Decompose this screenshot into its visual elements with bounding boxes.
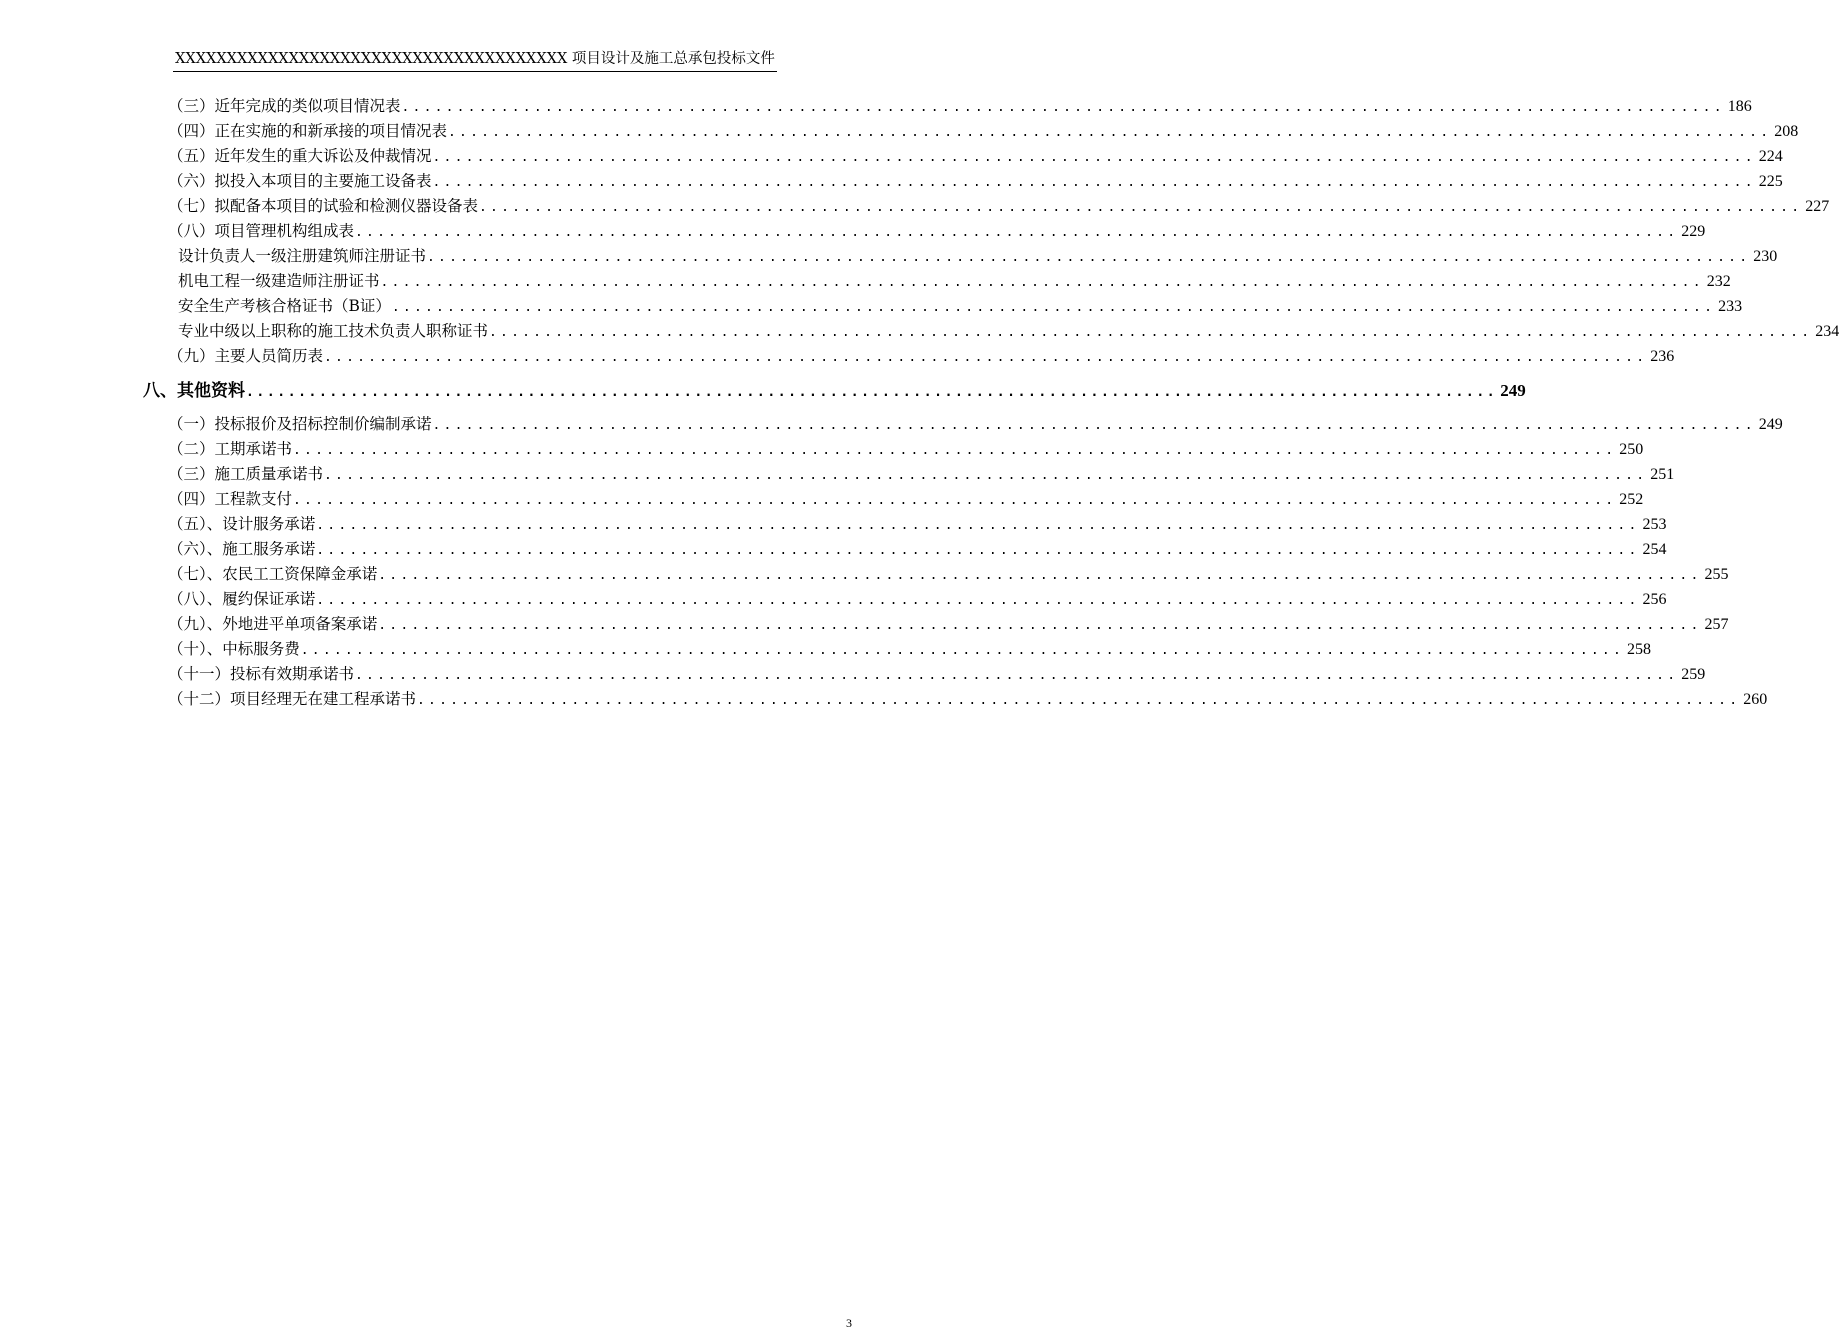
header-title: XXXXXXXXXXXXXXXXXXXXXXXXXXXXXXXXXXXXXX 项目设计及施工总承包投标文件	[173, 48, 777, 72]
toc-entry-page: 229	[1681, 223, 1706, 240]
toc-entry-label: 安全生产考核合格证书（B证）	[178, 297, 391, 315]
toc-leader-dots: ........................................................................................................................	[293, 493, 1617, 508]
toc-entry[interactable]	[168, 462, 1675, 487]
toc-entry-label: （三）施工质量承诺书	[168, 465, 324, 483]
toc-entry[interactable]	[168, 169, 1783, 194]
toc-leader-dots: ........................................................................................................................	[300, 643, 1624, 658]
toc-leader-dots: ........................................................................................................................	[391, 300, 1716, 315]
toc-entry[interactable]	[168, 94, 1752, 119]
toc-entry[interactable]	[168, 144, 1783, 169]
toc-leader-dots: ........................................................................................................................	[378, 618, 1702, 633]
toc-entry-label: （四）工程款支付	[168, 490, 293, 508]
toc-entry[interactable]	[178, 294, 1743, 319]
toc-leader-dots: ........................................................................................................................	[432, 175, 1756, 190]
toc-entry-label: （八）项目管理机构组成表	[168, 222, 355, 240]
toc-leader-dots: ........................................................................................................................	[246, 385, 1498, 400]
toc-entry-page: 224	[1758, 148, 1783, 165]
toc-leader-dots: ........................................................................................................................	[432, 150, 1756, 165]
toc-entry-label: （二）工期承诺书	[168, 440, 293, 458]
toc-entry[interactable]	[168, 487, 1644, 512]
toc-entry-label: （六）拟投入本项目的主要施工设备表	[168, 172, 432, 190]
toc-entry-label: （三）近年完成的类似项目情况表	[168, 97, 401, 115]
toc-entry-page: 254	[1642, 541, 1667, 558]
toc-entry[interactable]	[168, 512, 1667, 537]
toc-entry-page: 253	[1642, 516, 1667, 533]
toc-entry-label: （十一）投标有效期承诺书	[168, 665, 355, 683]
toc-leader-dots: ........................................................................................................................	[324, 468, 1648, 483]
toc-entry[interactable]	[178, 244, 1778, 269]
toc-entry-label: 机电工程一级建造师注册证书	[178, 272, 380, 290]
toc-entry[interactable]	[168, 344, 1675, 369]
toc-entry-page: 252	[1619, 491, 1644, 508]
toc-entry[interactable]	[168, 119, 1799, 144]
toc-entry-label: 设计负责人一级注册建筑师注册证书	[178, 247, 427, 265]
toc-entry-label: （八）、履约保证承诺	[168, 590, 316, 608]
toc-entry[interactable]	[168, 537, 1667, 562]
toc-leader-dots: ........................................................................................................................	[355, 225, 1679, 240]
toc-entry-label: （九）、外地进平单项备案承诺	[168, 615, 378, 633]
toc-entry[interactable]	[168, 194, 1830, 219]
toc-entry[interactable]	[168, 687, 1768, 712]
toc-leader-dots: ........................................................................................................................	[355, 668, 1679, 683]
toc-entry-label: （九）主要人员简历表	[168, 347, 324, 365]
toc-entry-page: 249	[1758, 416, 1783, 433]
toc-entry-page: 250	[1619, 441, 1644, 458]
toc-chapter-label: 八、其他资料	[143, 381, 245, 401]
toc-entry[interactable]	[168, 437, 1644, 462]
toc-entry-label: （十二）项目经理无在建工程承诺书	[168, 690, 417, 708]
document-header	[0, 48, 950, 72]
toc-entry[interactable]	[168, 219, 1706, 244]
toc-entry-label: （六）、施工服务承诺	[168, 540, 316, 558]
toc-leader-dots: ........................................................................................................................	[316, 543, 1640, 558]
toc-entry-page: 255	[1704, 566, 1729, 583]
toc-leader-dots: ........................................................................................................................	[316, 593, 1640, 608]
toc-entry-page: 258	[1626, 641, 1651, 658]
toc-entry-label: （十）、中标服务费	[168, 640, 300, 658]
toc-entry[interactable]	[168, 637, 1651, 662]
toc-chapter-entry[interactable]	[143, 378, 1526, 403]
toc-entry-label: 专业中级以上职称的施工技术负责人职称证书	[178, 322, 489, 340]
toc-entry-page: 234	[1815, 323, 1839, 340]
toc-entry[interactable]	[168, 562, 1729, 587]
toc-entry-label: （七）拟配备本项目的试验和检测仪器设备表	[168, 197, 479, 215]
toc-entry-page: 251	[1650, 466, 1675, 483]
toc-entry[interactable]	[168, 587, 1667, 612]
toc-entry-label: （五）、设计服务承诺	[168, 515, 316, 533]
toc-entry-page: 260	[1743, 691, 1768, 708]
toc-entry[interactable]	[178, 269, 1731, 294]
toc-leader-dots: ........................................................................................................................	[401, 100, 1725, 115]
toc-entry-label: （七）、农民工工资保障金承诺	[168, 565, 378, 583]
toc-leader-dots: ........................................................................................................................	[293, 443, 1617, 458]
toc-entry-page: 225	[1758, 173, 1783, 190]
toc-chapter-page: 249	[1500, 381, 1526, 400]
toc-entry[interactable]	[168, 612, 1729, 637]
toc-entry-label: （四）正在实施的和新承接的项目情况表	[168, 122, 448, 140]
toc-entry-label: （五）近年发生的重大诉讼及仲裁情况	[168, 147, 432, 165]
toc-leader-dots: ........................................................................................................................	[380, 275, 1704, 290]
toc-entry[interactable]	[168, 662, 1706, 687]
toc-leader-dots: ........................................................................................................................	[432, 418, 1756, 433]
toc-entry[interactable]	[178, 319, 1839, 344]
toc-leader-dots: ........................................................................................................................	[417, 693, 1741, 708]
toc-leader-dots: ........................................................................................................................	[489, 325, 1813, 340]
toc-entry-label: （一）投标报价及招标控制价编制承诺	[168, 415, 432, 433]
toc-leader-dots: ........................................................................................................................	[479, 200, 1803, 215]
toc-leader-dots: ........................................................................................................................	[324, 350, 1648, 365]
toc-entry-page: 233	[1718, 298, 1743, 315]
toc-leader-dots: ........................................................................................................................	[448, 125, 1772, 140]
toc-entry-page: 186	[1727, 98, 1752, 115]
toc-entry-page: 257	[1704, 616, 1729, 633]
page-number: 3	[846, 1316, 852, 1330]
toc-entry-page: 259	[1681, 666, 1706, 683]
toc-leader-dots: ........................................................................................................................	[427, 250, 1751, 265]
toc-leader-dots: ........................................................................................................................	[378, 568, 1702, 583]
toc-entry-page: 236	[1650, 348, 1675, 365]
toc-entry-page: 208	[1774, 123, 1799, 140]
toc-entry[interactable]	[168, 412, 1783, 437]
toc-entry-page: 230	[1753, 248, 1778, 265]
toc-entry-page: 256	[1642, 591, 1667, 608]
toc-entry-page: 227	[1805, 198, 1830, 215]
toc-entry-page: 232	[1706, 273, 1731, 290]
toc-leader-dots: ........................................................................................................................	[316, 518, 1640, 533]
